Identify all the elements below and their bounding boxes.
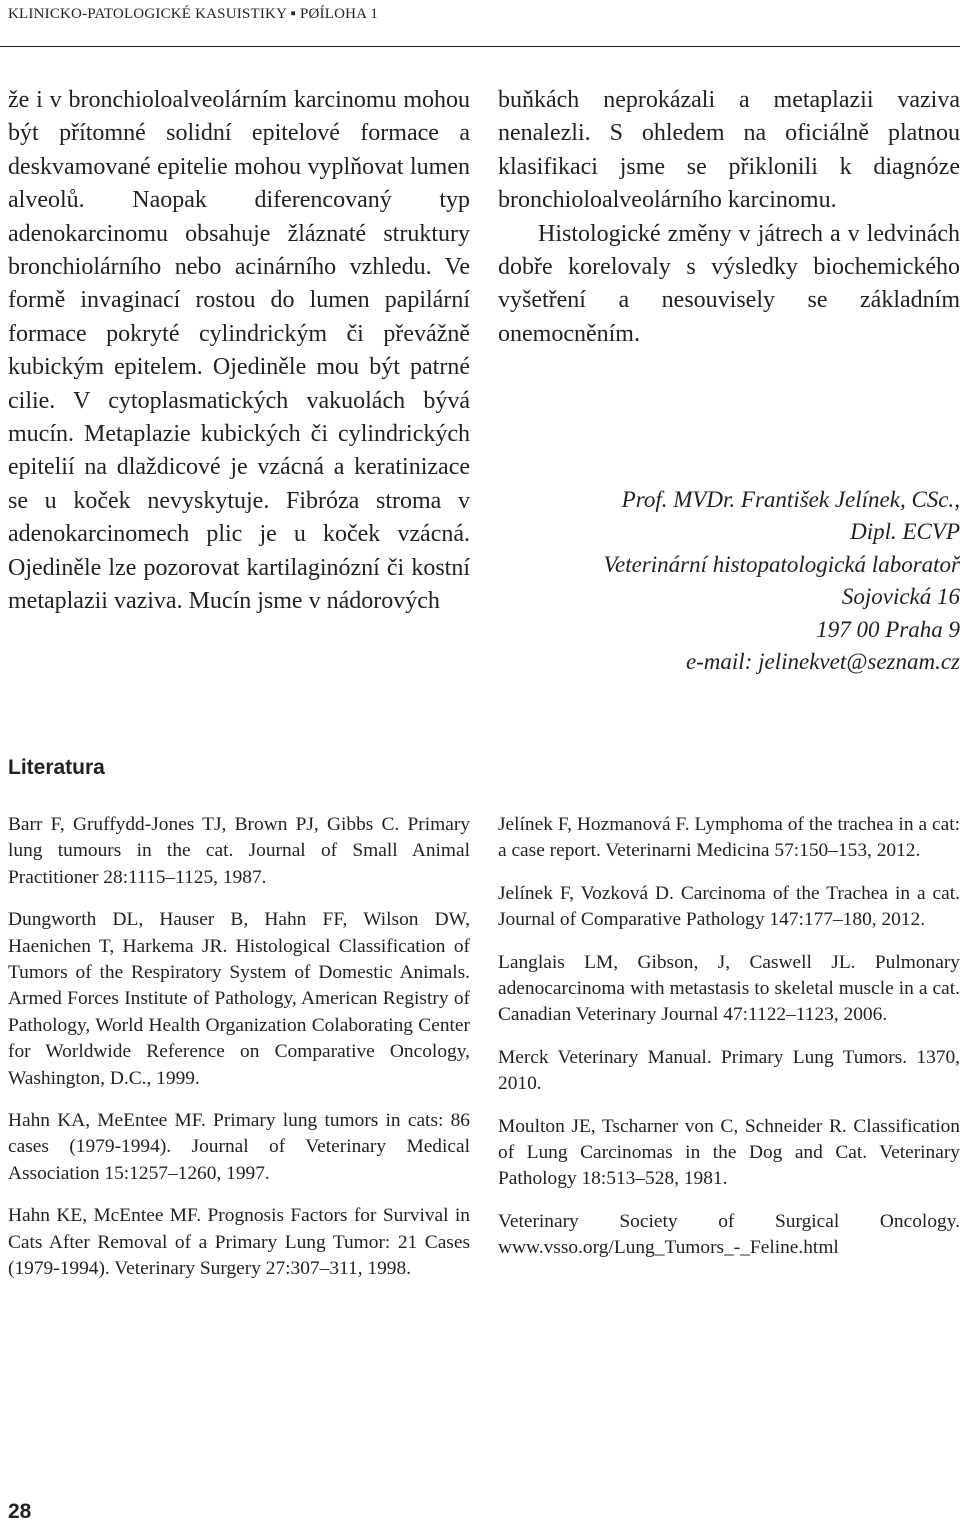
author-email: e-mail: jelinekvet@seznam.cz <box>685 649 960 675</box>
author-name: Prof. MVDr. František Jelínek, CSc., <box>621 487 960 512</box>
reference-item: Hahn KA, MeEntee MF. Primary lung tumors in cats: 86 cases (1979-1994). Journal of Veterinary Medical Association 15:1257–1260, 1997. <box>8 1110 470 1184</box>
page-number: 28 <box>8 1500 32 1523</box>
author-city: 197 00 Praha 9 <box>816 616 960 642</box>
author-title: Dipl. ECVP <box>850 519 960 545</box>
header-rule <box>0 46 960 47</box>
author-lab: Veterinární histopatologická laboratoř <box>603 551 960 577</box>
body-column-left <box>8 84 470 619</box>
reference-item: Veterinary Society of Surgical Oncology. www.vsso.org/Lung_Tumors_-_Feline.html <box>498 1210 960 1259</box>
author-block <box>498 484 960 678</box>
reference-item: Hahn KE, McEntee MF. Prognosis Factors for Survival in Cats After Removal of a Primary Lung Tumor: 21 Cases (1979-1994). Veterinary Surgery 27:307–311, 1998. <box>8 1205 470 1280</box>
references-column-left <box>8 812 470 1299</box>
body-paragraph: že i v bronchioloalveolárním karcinomu mohou být přítomné solidní epitelové formace a deskvamované epitelie mohou vyplňovat lumen alveolů. Naopak diferencovaný typ adenokarcinomu obsahuje žláznaté struktury bronchiolárního nebo acinárního vzhledu. Ve formě invaginací rostou do lumen papilární formace pokryté cylindrickým či převážně kubickým epitelem. Ojediněle mou být patrné cilie. V cytoplasmatických vakuolách bývá mucín. Metaplazie kubických či cylindrických epitelií na dlaždicové je vzácná a keratinizace se u koček nevyskytuje. Fibróza stroma v adenokarcinomech plic je u koček vzácná. Ojediněle lze pozorovat kartilaginózní či kostní metaplazii vaziva. Mucín jsme v nádorových <box>8 87 470 615</box>
references-column-right <box>498 812 960 1278</box>
body-column-right <box>498 84 960 351</box>
references-heading: Literatura <box>8 756 105 779</box>
reference-item: Merck Veterinary Manual. Primary Lung Tumors. 1370, 2010. <box>498 1046 960 1095</box>
author-street: Sojovická 16 <box>841 584 960 610</box>
reference-item: Moulton JE, Tscharner von C, Schneider R. Classification of Lung Carcinomas in the Dog and Cat. Veterinary Pathology 18:513–528, 1981. <box>498 1115 960 1190</box>
body-paragraph: Histologické změny v játrech a v ledvinách dobře korelovaly s výsledky biochemického vyšetření a nesouvisely se základním onemocněním. <box>498 220 960 347</box>
running-header: KLINICKO-PATOLOGICKÉ KASUISTIKY ▪ PØÍLOHA 1 <box>8 6 379 22</box>
reference-item: Langlais LM, Gibson, J, Caswell JL. Pulmonary adenocarcinoma with metastasis to skeletal muscle in a cat. Canadian Veterinary Journal 47:1122–1123, 2006. <box>498 951 960 1026</box>
reference-item: Dungworth DL, Hauser B, Hahn FF, Wilson DW, Haenichen T, Harkema JR. Histological Classification of Tumors of the Respiratory System of Domestic Animals. Armed Forces Institute of Pathology, American Registry of Pathology, World Health Organization Colaborating Center for Worldwide Reference on Comparative Oncology, Washington, D.C., 1999. <box>8 909 470 1089</box>
body-paragraph: buňkách neprokázali a metaplazii vaziva nenalezli. S ohledem na oficiálně platnou klasifikaci jsme se přiklonili k diagnóze bronchioloalveolárního karcinomu. <box>498 87 960 214</box>
reference-item: Jelínek F, Hozmanová F. Lymphoma of the trachea in a cat: a case report. Veterinarni Medicina 57:150–153, 2012. <box>498 814 960 862</box>
reference-item: Jelínek F, Vozková D. Carcinoma of the Trachea in a cat. Journal of Comparative Pathology 147:177–180, 2012. <box>498 882 960 931</box>
reference-item: Barr F, Gruffydd-Jones TJ, Brown PJ, Gibbs C. Primary lung tumours in the cat. Journal of Small Animal Practitioner 28:1115–1125, 1987. <box>8 814 470 888</box>
